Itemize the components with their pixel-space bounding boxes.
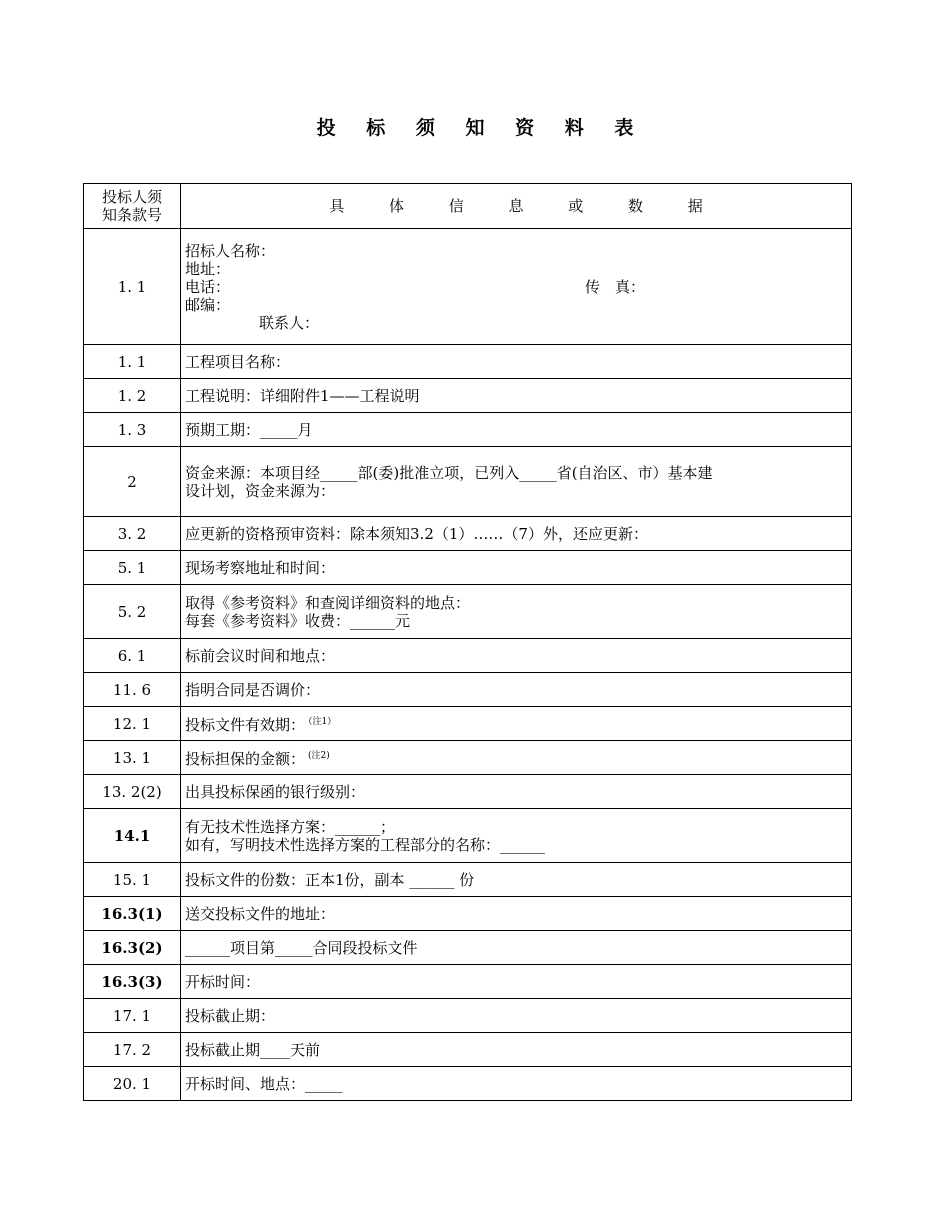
clause-number: 14.1	[84, 809, 181, 863]
table-row	[84, 639, 852, 673]
tenderer-info-cell	[181, 229, 852, 345]
row-content: 投标担保的金额： $^{(注2)}$	[181, 741, 852, 775]
clause-number: 16.3(2)	[84, 931, 181, 965]
table-row	[84, 775, 852, 809]
header-clause-number: 投标人须 知条款号	[84, 184, 181, 229]
row-content: ______项目第_____合同段投标文件	[181, 931, 852, 965]
clause-number: 3. 2	[84, 517, 181, 551]
row-content: 有无技术性选择方案：______； 如有，写明技术性选择方案的工程部分的名称：______	[181, 809, 852, 863]
table-row	[84, 673, 852, 707]
table-row	[84, 379, 852, 413]
row-content: 投标文件的份数：正本1份，副本 ______ 份	[181, 863, 852, 897]
table-row	[84, 741, 852, 775]
table-row	[84, 447, 852, 517]
table-row	[84, 863, 852, 897]
tenderer-name-label: 招标人名称：	[185, 241, 276, 260]
phone-label: 电话：	[185, 277, 231, 296]
table-row	[84, 931, 852, 965]
table-row	[84, 897, 852, 931]
row-content: 预期工期：_____月	[181, 413, 852, 447]
row-content: 投标截止期____天前	[181, 1033, 852, 1067]
row-content: 投标文件有效期： $^{(注1)}$	[181, 707, 852, 741]
row-content: 出具投标保函的银行级别：	[181, 775, 852, 809]
postcode-label: 邮编：	[185, 295, 231, 314]
clause-number: 17. 1	[84, 999, 181, 1033]
clause-number: 12. 1	[84, 707, 181, 741]
clause-number: 1. 3	[84, 413, 181, 447]
header-detail-info: 具 体 信 息 或 数 据	[181, 184, 852, 229]
clause-number: 1. 2	[84, 379, 181, 413]
clause-number: 5. 2	[84, 585, 181, 639]
table-row	[84, 809, 852, 863]
row-content: 开标时间、地点：_____	[181, 1067, 852, 1101]
clause-number: 1. 1	[84, 229, 181, 345]
table-row	[84, 517, 852, 551]
page-title: 投 标 须 知 资 料 表	[316, 117, 646, 139]
contact-label: 联系人：	[259, 313, 320, 332]
address-label: 地址：	[185, 259, 231, 278]
clause-number: 1. 1	[84, 345, 181, 379]
table-row	[84, 551, 852, 585]
table-row	[84, 345, 852, 379]
clause-number: 2	[84, 447, 181, 517]
table-row	[84, 1033, 852, 1067]
row-content: 指明合同是否调价：	[181, 673, 852, 707]
clause-number: 20. 1	[84, 1067, 181, 1101]
table-row	[84, 999, 852, 1033]
clause-number: 15. 1	[84, 863, 181, 897]
clause-number: 16.3(1)	[84, 897, 181, 931]
row-content: 取得《参考资料》和查阅详细资料的地点： 每套《参考资料》收费：______元	[181, 585, 852, 639]
clause-number: 6. 1	[84, 639, 181, 673]
table-row	[84, 965, 852, 999]
table-row	[84, 229, 852, 345]
row-content: 应更新的资格预审资料：除本须知3.2（1）……（7）外，还应更新：	[181, 517, 852, 551]
table-row	[84, 585, 852, 639]
row-content: 送交投标文件的地址：	[181, 897, 852, 931]
row-content: 标前会议时间和地点：	[181, 639, 852, 673]
footnote-marker: (注2)	[308, 751, 330, 761]
clause-number: 16.3(3)	[84, 965, 181, 999]
clause-number: 13. 2(2)	[84, 775, 181, 809]
row-content: 投标截止期：	[181, 999, 852, 1033]
row-content: 工程项目名称：	[181, 345, 852, 379]
clause-number: 5. 1	[84, 551, 181, 585]
table-row	[84, 413, 852, 447]
clause-number: 17. 2	[84, 1033, 181, 1067]
row-content: 工程说明：详细附件1——工程说明	[181, 379, 852, 413]
fax-label: 传 真：	[585, 277, 646, 296]
row-content: 开标时间：	[181, 965, 852, 999]
table-header-row	[84, 184, 852, 229]
row-content: 现场考察地址和时间：	[181, 551, 852, 585]
row-content: 资金来源：本项目经_____部(委)批准立项，已列入_____省(自治区、市）基本建 设计划，资金来源为：	[181, 447, 852, 517]
bidding-info-table	[83, 183, 852, 1101]
clause-number: 13. 1	[84, 741, 181, 775]
footnote-marker: （注1）	[308, 717, 337, 727]
table-row	[84, 1067, 852, 1101]
clause-number: 11. 6	[84, 673, 181, 707]
table-row	[84, 707, 852, 741]
